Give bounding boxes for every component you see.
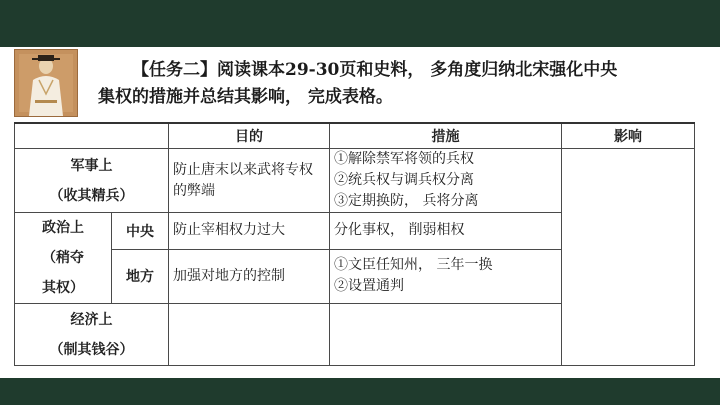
economic-measures <box>330 304 562 366</box>
military-label: 军事上 <box>70 157 113 174</box>
header-purpose: 目的 <box>169 123 330 149</box>
local-purpose: 加强对地方的控制 <box>169 249 330 303</box>
central-purpose: 防止宰相权力过大 <box>169 213 330 250</box>
military-purpose: 防止唐末以来武将专权的弊端 <box>169 149 330 213</box>
central-label: 中央 <box>112 213 169 250</box>
military-sublabel: （收其精兵） <box>49 187 134 204</box>
task-line-1: 【任务二】阅读课本29-30页和史料， 多角度归纳北宋强化中央 <box>132 60 618 80</box>
emperor-portrait <box>14 49 78 117</box>
economic-label: 经济上 <box>70 311 113 328</box>
local-label: 地方 <box>112 249 169 303</box>
task-instruction <box>98 57 698 111</box>
military-measure-3: ③定期换防， 兵将分离 <box>334 193 479 209</box>
local-measures <box>330 249 562 303</box>
military-measure-1: ①解除禁军将领的兵权 <box>334 151 474 167</box>
bottom-dark-band <box>0 378 720 405</box>
military-measure-2: ②统兵权与调兵权分离 <box>334 172 474 188</box>
header-impact: 影响 <box>562 123 695 149</box>
central-measures: 分化事权， 削弱相权 <box>330 213 562 250</box>
task-line-2: 集权的措施并总结其影响， 完成表格。 <box>98 87 393 107</box>
political-sublabel-1: （稍夺 <box>42 250 84 266</box>
political-label: 政治上 <box>42 220 84 236</box>
economic-sublabel: （制其钱谷） <box>49 341 134 358</box>
row-military-label <box>15 149 169 213</box>
local-measure-2: ②设置通判 <box>334 278 404 295</box>
row-economic-label <box>15 304 169 366</box>
header-measures: 措施 <box>330 123 562 149</box>
political-sublabel-2: 其权） <box>42 280 84 296</box>
economic-purpose <box>169 304 330 366</box>
row-political-label <box>15 213 112 304</box>
header-blank <box>15 123 169 149</box>
impact-cell <box>562 149 695 366</box>
measures-table <box>14 122 695 366</box>
military-measures <box>330 149 562 213</box>
local-measure-1: ①文臣任知州， 三年一换 <box>334 257 493 274</box>
top-dark-band <box>0 0 720 47</box>
